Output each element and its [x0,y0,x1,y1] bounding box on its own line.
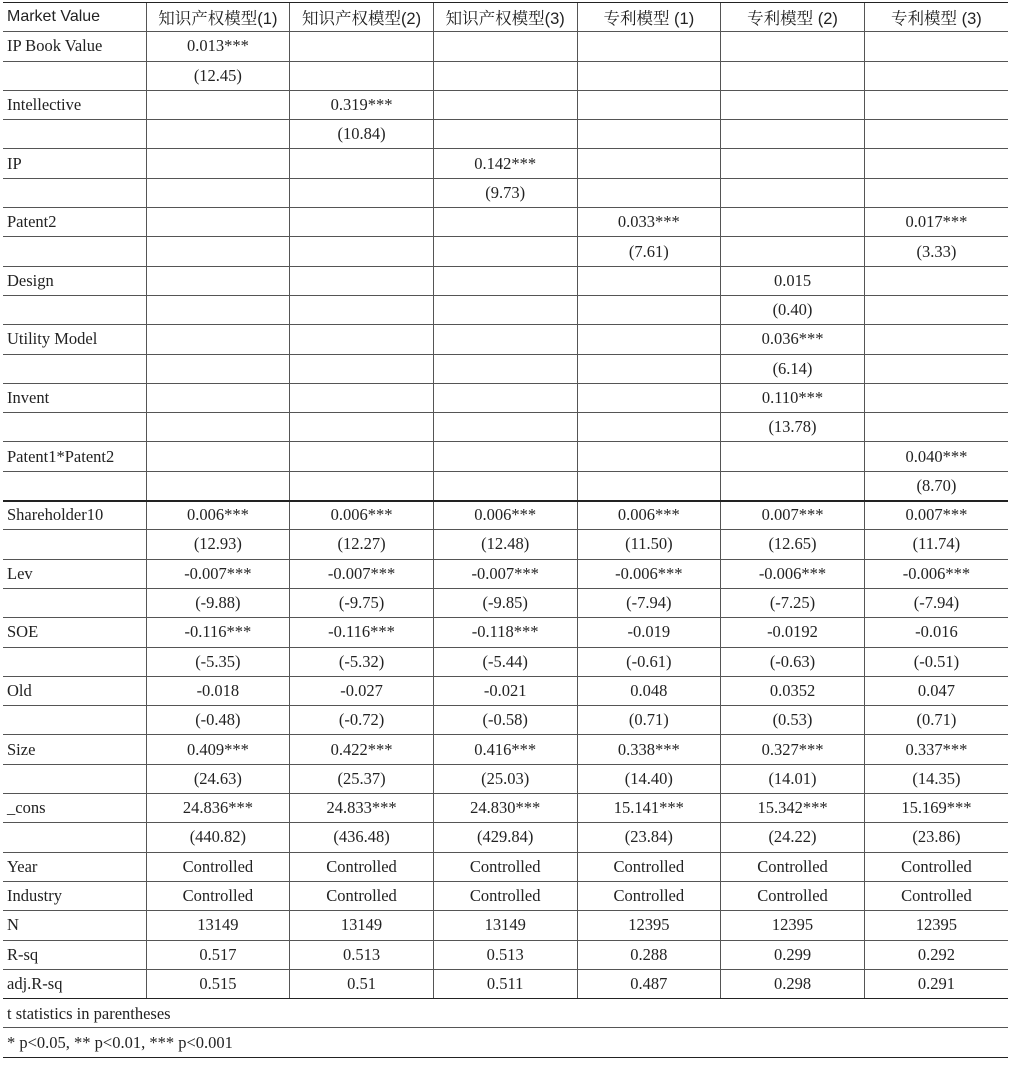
table-cell: -0.019 [577,618,721,647]
row-label: IP Book Value [3,32,146,61]
table-notes [3,999,1008,1058]
table-cell [146,413,290,442]
header-ip-model-2: 知识产权模型(2) [290,3,434,32]
table-cell: 0.142*** [433,149,577,178]
coefficient-row [3,969,1008,998]
row-label: Invent [3,383,146,412]
table-cell: (8.70) [864,471,1008,500]
row-label [3,120,146,149]
table-cell: 0.006*** [290,501,434,530]
table-cell [864,149,1008,178]
table-cell: -0.027 [290,676,434,705]
row-label [3,295,146,324]
table-cell: 0.517 [146,940,290,969]
table-cell: (-9.85) [433,588,577,617]
table-cell: (12.65) [721,530,865,559]
table-cell [146,90,290,119]
table-cell: (14.35) [864,764,1008,793]
table-cell [290,61,434,90]
table-cell: 13149 [433,911,577,940]
row-label: SOE [3,618,146,647]
table-cell: (-7.25) [721,588,865,617]
table-cell [146,471,290,500]
row-label: adj.R-sq [3,969,146,998]
table-cell: Controlled [433,881,577,910]
table-cell: 13149 [146,911,290,940]
table-cell: Controlled [864,881,1008,910]
table-cell: (24.22) [721,823,865,852]
table-cell: 0.040*** [864,442,1008,471]
t-statistic-row [3,178,1008,207]
table-cell: (14.40) [577,764,721,793]
table-cell [290,383,434,412]
table-cell [433,266,577,295]
table-cell: -0.006*** [864,559,1008,588]
table-cell [146,266,290,295]
table-cell: -0.116*** [290,618,434,647]
table-cell: (23.86) [864,823,1008,852]
row-label: Old [3,676,146,705]
table-cell [290,295,434,324]
table-cell: 0.51 [290,969,434,998]
table-cell: -0.007*** [433,559,577,588]
table-cell: (-0.61) [577,647,721,676]
table-cell [721,120,865,149]
row-label [3,471,146,500]
coefficient-row [3,852,1008,881]
table-cell: -0.006*** [577,559,721,588]
note-t-statistics: t statistics in parentheses [3,999,1008,1028]
table-cell: 0.006*** [577,501,721,530]
coefficient-row [3,90,1008,119]
table-cell: (23.84) [577,823,721,852]
table-cell: 0.015 [721,266,865,295]
row-label [3,178,146,207]
table-cell: 24.836*** [146,794,290,823]
table-cell [864,325,1008,354]
coefficient-row [3,940,1008,969]
table-cell: Controlled [721,852,865,881]
table-cell: -0.007*** [146,559,290,588]
table-cell [864,413,1008,442]
table-cell: 0.515 [146,969,290,998]
t-statistic-row [3,764,1008,793]
table-cell: (0.71) [577,706,721,735]
table-cell: (-7.94) [577,588,721,617]
coefficient-row [3,559,1008,588]
table-cell [864,295,1008,324]
row-label [3,61,146,90]
table-cell [864,266,1008,295]
row-label [3,237,146,266]
table-cell: 0.288 [577,940,721,969]
table-cell: (25.03) [433,764,577,793]
table-cell: (11.50) [577,530,721,559]
t-statistic-row [3,354,1008,383]
table-cell [721,61,865,90]
coefficient-row [3,618,1008,647]
table-cell [433,208,577,237]
table-cell: (10.84) [290,120,434,149]
table-cell: (-5.32) [290,647,434,676]
regression-table [3,2,1008,999]
table-cell [864,61,1008,90]
row-label: Industry [3,881,146,910]
table-cell [721,237,865,266]
table-cell: 0.338*** [577,735,721,764]
coefficient-row [3,32,1008,61]
table-cell: (12.27) [290,530,434,559]
row-label [3,764,146,793]
coefficient-row [3,676,1008,705]
table-cell: (0.53) [721,706,865,735]
table-cell [433,120,577,149]
header-patent-model-3: 专利模型 (3) [864,3,1008,32]
table-cell: (14.01) [721,764,865,793]
table-cell: 0.487 [577,969,721,998]
table-cell: (13.78) [721,413,865,442]
coefficient-row [3,911,1008,940]
table-cell: -0.007*** [290,559,434,588]
table-cell: Controlled [577,852,721,881]
table-cell [290,208,434,237]
table-cell [146,120,290,149]
t-statistic-row [3,413,1008,442]
table-cell: Controlled [721,881,865,910]
table-cell: 0.513 [433,940,577,969]
table-cell [577,90,721,119]
coefficient-row [3,442,1008,471]
table-cell: (6.14) [721,354,865,383]
note-significance-levels: * p<0.05, ** p<0.01, *** p<0.001 [3,1028,1008,1057]
t-statistic-row [3,471,1008,500]
table-cell [721,471,865,500]
coefficient-row [3,266,1008,295]
table-cell: -0.116*** [146,618,290,647]
t-statistic-row [3,823,1008,852]
table-cell [146,442,290,471]
row-label: R-sq [3,940,146,969]
table-cell [433,383,577,412]
table-cell [433,442,577,471]
table-cell: (3.33) [864,237,1008,266]
table-cell: (-0.48) [146,706,290,735]
table-cell [290,325,434,354]
table-cell: 15.342*** [721,794,865,823]
table-cell [290,149,434,178]
table-cell: 12395 [721,911,865,940]
table-cell: 0.416*** [433,735,577,764]
table-cell [290,32,434,61]
table-cell: Controlled [433,852,577,881]
table-cell: 0.0352 [721,676,865,705]
table-cell [290,471,434,500]
t-statistic-row [3,588,1008,617]
row-label: Intellective [3,90,146,119]
table-cell: 0.327*** [721,735,865,764]
header-patent-model-1: 专利模型 (1) [577,3,721,32]
table-cell: (-0.58) [433,706,577,735]
table-cell [146,354,290,383]
regression-table-container [3,2,1008,1058]
row-label: Patent1*Patent2 [3,442,146,471]
t-statistic-row [3,295,1008,324]
table-cell [721,178,865,207]
table-cell: 0.409*** [146,735,290,764]
table-cell: (24.63) [146,764,290,793]
header-ip-model-1: 知识产权模型(1) [146,3,290,32]
row-label: Year [3,852,146,881]
table-cell: Controlled [290,852,434,881]
table-cell [864,32,1008,61]
table-cell [433,90,577,119]
table-cell: 0.007*** [864,501,1008,530]
table-cell: (11.74) [864,530,1008,559]
table-cell: (9.73) [433,178,577,207]
row-label: Size [3,735,146,764]
table-cell: 0.292 [864,940,1008,969]
table-cell [577,471,721,500]
header-dependent-variable: Market Value [3,3,146,32]
row-label [3,823,146,852]
table-header [3,3,1008,32]
table-cell [577,442,721,471]
table-cell [864,383,1008,412]
table-cell: 0.007*** [721,501,865,530]
coefficient-row [3,149,1008,178]
table-cell: 0.006*** [433,501,577,530]
table-cell [146,208,290,237]
table-cell: 0.033*** [577,208,721,237]
table-cell: (-5.35) [146,647,290,676]
table-cell: (-0.63) [721,647,865,676]
table-cell [290,178,434,207]
table-cell: 15.169*** [864,794,1008,823]
table-cell: -0.021 [433,676,577,705]
table-cell: (0.40) [721,295,865,324]
table-cell [577,295,721,324]
table-cell [146,237,290,266]
table-cell: (-7.94) [864,588,1008,617]
table-cell [433,61,577,90]
table-cell: Controlled [577,881,721,910]
table-cell: -0.018 [146,676,290,705]
table-cell [433,354,577,383]
table-cell [864,90,1008,119]
table-cell: -0.0192 [721,618,865,647]
table-cell [577,149,721,178]
table-cell: 0.110*** [721,383,865,412]
table-cell [146,178,290,207]
t-statistic-row [3,706,1008,735]
table-cell: 0.319*** [290,90,434,119]
table-cell: 0.337*** [864,735,1008,764]
table-cell [290,266,434,295]
row-label: Utility Model [3,325,146,354]
table-cell: (25.37) [290,764,434,793]
table-cell [577,120,721,149]
table-cell [433,325,577,354]
table-cell: 0.298 [721,969,865,998]
table-cell: 24.830*** [433,794,577,823]
row-label: IP [3,149,146,178]
table-cell: (-9.75) [290,588,434,617]
table-cell [433,237,577,266]
table-cell [577,354,721,383]
table-cell [577,325,721,354]
row-label [3,354,146,383]
table-cell: Controlled [864,852,1008,881]
t-statistic-row [3,647,1008,676]
t-statistic-row [3,120,1008,149]
table-cell: (-0.72) [290,706,434,735]
table-cell: 24.833*** [290,794,434,823]
table-cell [433,471,577,500]
header-ip-model-3: 知识产权模型(3) [433,3,577,32]
table-cell: (429.84) [433,823,577,852]
table-cell [290,354,434,383]
coefficient-row [3,735,1008,764]
t-statistic-row [3,530,1008,559]
table-cell: 0.513 [290,940,434,969]
table-cell [577,61,721,90]
table-cell [146,295,290,324]
table-cell [433,295,577,324]
table-cell [721,208,865,237]
table-cell: (-0.51) [864,647,1008,676]
table-cell [721,90,865,119]
row-label [3,647,146,676]
table-cell: (12.48) [433,530,577,559]
coefficient-row [3,383,1008,412]
table-cell: 12395 [864,911,1008,940]
table-cell [721,149,865,178]
coefficient-row [3,208,1008,237]
table-cell: 0.013*** [146,32,290,61]
header-row [3,3,1008,32]
table-cell: 0.048 [577,676,721,705]
table-cell: 0.017*** [864,208,1008,237]
table-cell: 15.141*** [577,794,721,823]
table-cell: 0.291 [864,969,1008,998]
table-body [3,32,1008,999]
row-label: _cons [3,794,146,823]
table-cell: (12.93) [146,530,290,559]
table-cell: (436.48) [290,823,434,852]
coefficient-row [3,794,1008,823]
table-cell: 0.511 [433,969,577,998]
table-cell: (-9.88) [146,588,290,617]
table-cell: -0.016 [864,618,1008,647]
row-label [3,530,146,559]
table-cell [864,354,1008,383]
table-cell [721,32,865,61]
table-cell [146,149,290,178]
table-cell: (0.71) [864,706,1008,735]
table-cell [577,266,721,295]
row-label: N [3,911,146,940]
table-cell: 12395 [577,911,721,940]
table-cell [290,442,434,471]
table-cell: 13149 [290,911,434,940]
table-cell [146,383,290,412]
table-cell [721,442,865,471]
table-cell: (7.61) [577,237,721,266]
header-patent-model-2: 专利模型 (2) [721,3,865,32]
table-cell: (12.45) [146,61,290,90]
table-cell [577,32,721,61]
table-cell: Controlled [146,881,290,910]
coefficient-row [3,881,1008,910]
t-statistic-row [3,61,1008,90]
table-cell: 0.006*** [146,501,290,530]
row-label: Design [3,266,146,295]
table-cell [146,325,290,354]
table-cell [577,178,721,207]
table-cell: Controlled [146,852,290,881]
table-cell: Controlled [290,881,434,910]
table-cell [864,178,1008,207]
row-label: Patent2 [3,208,146,237]
table-cell: (440.82) [146,823,290,852]
table-cell [433,413,577,442]
table-cell: 0.047 [864,676,1008,705]
coefficient-row [3,325,1008,354]
table-cell [577,413,721,442]
table-cell: -0.118*** [433,618,577,647]
table-cell: 0.422*** [290,735,434,764]
row-label: Lev [3,559,146,588]
table-cell [577,383,721,412]
table-cell: (-5.44) [433,647,577,676]
row-label [3,706,146,735]
table-cell: 0.036*** [721,325,865,354]
row-label [3,413,146,442]
t-statistic-row [3,237,1008,266]
row-label [3,588,146,617]
table-cell [290,237,434,266]
table-cell [290,413,434,442]
table-cell [864,120,1008,149]
table-cell: 0.299 [721,940,865,969]
table-cell [433,32,577,61]
coefficient-row [3,501,1008,530]
row-label: Shareholder10 [3,501,146,530]
table-cell: -0.006*** [721,559,865,588]
